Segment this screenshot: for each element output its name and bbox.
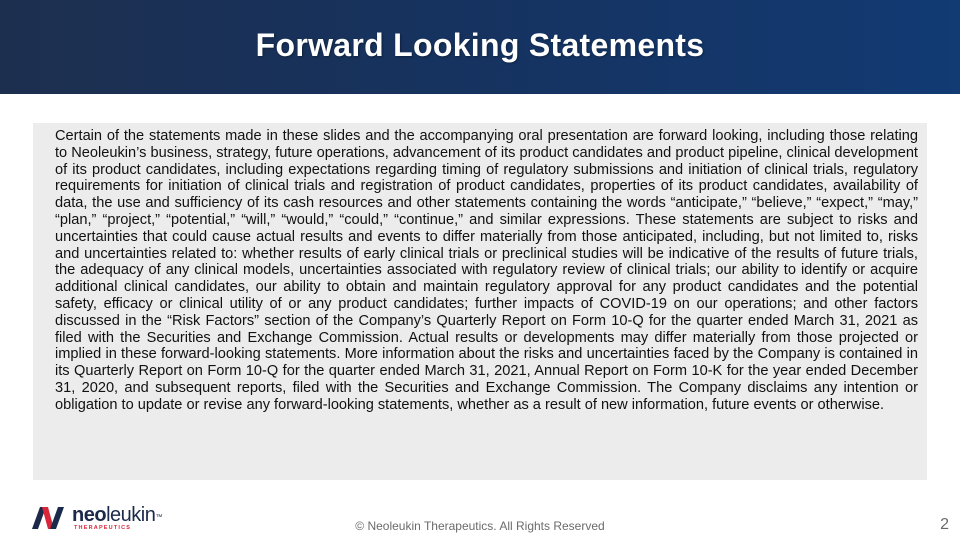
logo-word-light: leukin xyxy=(106,504,156,526)
slide-title: Forward Looking Statements xyxy=(255,26,705,63)
logo-word-bold: neo xyxy=(72,504,107,526)
footer-copyright: © Neoleukin Therapeutics. All Rights Reserved xyxy=(355,519,605,533)
statement-text: Certain of the statements made in these slides and the accompanying oral presentation are forward looking, including those relating to Neoleukin’s business, strategy, future operations, advancement of its product candidates and product pipeline, clinical development of its product candidates, including expectations regarding timing of regulatory submissions and initiation of clinical trials, regulatory requirements for initiation of clinical trials and registration of product candidates, properties of its product candidates, availability of data, the use and sufficiency of its cash resources and other statements containing the words “anticipate,” “believe,” “expect,” “may,” “plan,” “project,” “potential,” “will,” “would,” “could,” “continue,” and similar expressions. These statements are subject to risks and uncertainties that could cause actual results and events to differ materially from those anticipated, including, but not limited to, risks and uncertainties related to: whether results of early clinical trials or preclinical studies will be indicative of the results of future trials, the adequacy of any clinical models, uncertainties associated with regulatory review of clinical trials; our ability to identify or acquire additional clinical candidates, our ability to obtain and maintain regulatory approval for any product candidates and the potential safety, efficacy or clinical utility of or any product candidates; further impacts of COVID-19 on our operations; and other factors discussed in the “Risk Factors” section of the Company’s Quarterly Report on Form 10-Q for the quarter ended March 31, 2021 as filed with the Securities and Exchange Commission. Actual results or developments may differ materially from those projected or implied in these forward-looking statements. More information about the risks and uncertainties faced by the Company is contained in its Quarterly Report on Form 10-Q for the quarter ended March 31, 2021, Annual Report on Form 10-K for the year ended December 31, 2020, and subsequent reports, filed with the Securities and Exchange Commission. The Company disclaims any intention or obligation to update or revise any forward-looking statements, whether as a result of new information, future events or otherwise. xyxy=(55,128,918,413)
slide-header xyxy=(0,0,960,94)
logo-trademark: ™ xyxy=(155,514,162,521)
logo-subtitle: THERAPEUTICS xyxy=(74,525,132,531)
page-number: 2 xyxy=(940,516,949,533)
statement-box xyxy=(33,123,927,480)
